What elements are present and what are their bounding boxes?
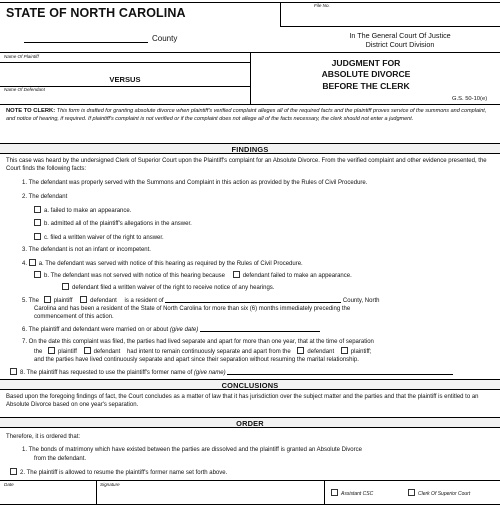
finding-6 <box>22 326 320 334</box>
finding-5-line2: Carolina and has been a resident of the State of North Carolina for more than six (6) months immediately preceding the <box>34 306 351 312</box>
conclusions-text: Based upon the foregoing findings of fact, the Court concludes as a matter of law that it has jurisdiction over the subject matter and the parties and that the plaintiff is entitled to an Absolute Divorce based on one year's separation. <box>6 394 479 409</box>
signature-input[interactable] <box>100 489 320 502</box>
finding-8-hint: (give name) <box>193 370 226 376</box>
finding-4a-label: a. The defendant was served with notice of this hearing as required by the Rules of Civil Procedure. <box>38 261 303 267</box>
finding-7-plaintiff-label: plaintiff <box>58 349 77 355</box>
finding-4a-checkbox[interactable] <box>29 259 36 266</box>
finding-7-plaintiff2-checkbox[interactable] <box>341 347 348 354</box>
finding-7-defendant2-checkbox[interactable] <box>297 347 304 354</box>
clerk-checkbox[interactable] <box>408 489 415 496</box>
finding-5-defendant-label: defendant <box>90 298 117 304</box>
plaintiff-input[interactable] <box>4 53 248 62</box>
file-no-label: File No. <box>314 3 330 8</box>
finding-2a-checkbox[interactable] <box>34 206 41 213</box>
finding-7-line2 <box>34 347 371 356</box>
note-text: This form is drafted for granting absolute divorce when plaintiff's verified complaint alleges all of the required facts and the plaintiff proves service of the summons and complaint, and notice of hearing, if required. If plaintiff's complaint is not verified or if the complaint does not allege all of the facts necessary, the clerk should not enter a judgment. <box>6 108 487 122</box>
finding-5 <box>22 296 379 305</box>
finding-7-defendant-label: defendant <box>93 349 121 355</box>
finding-8 <box>10 368 453 377</box>
finding-7-defendant2-label: defendant <box>307 349 335 355</box>
finding-4b-opt2 <box>62 283 274 292</box>
finding-5-pre: 5. The <box>22 298 39 304</box>
county-input[interactable] <box>24 33 148 43</box>
finding-8-checkbox[interactable] <box>10 368 17 375</box>
assistant-csc-checkbox[interactable] <box>331 489 338 496</box>
order-1-line2: from the defendant. <box>34 456 87 462</box>
assistant-csc-option <box>331 489 373 498</box>
finding-3: 3. The defendant is not an infant or incompetent. <box>22 247 151 253</box>
finding-5-county: County, North <box>342 298 380 304</box>
finding-2b-label: b. admitted all of the plaintiff's allegations in the answer. <box>44 221 192 227</box>
finding-4b-opt2-checkbox[interactable] <box>62 283 69 290</box>
finding-7-defendant-checkbox[interactable] <box>84 347 91 354</box>
finding-5-resident: is a resident of <box>124 298 164 304</box>
finding-2: 2. The defendant <box>22 194 68 200</box>
county-label: County <box>152 34 178 43</box>
finding-2b <box>34 219 192 228</box>
date-input[interactable] <box>4 489 92 502</box>
clerk-option <box>408 489 470 498</box>
finding-2a-label: a. failed to make an appearance. <box>44 208 132 214</box>
title-line-1: JUDGMENT FOR <box>331 58 401 68</box>
note-to-clerk <box>6 108 494 124</box>
defendant-input[interactable] <box>4 93 248 103</box>
finding-8-text: 8. The plaintiff has requested to use the plaintiff's former name of <box>20 370 193 376</box>
findings-heading: FINDINGS <box>0 143 500 154</box>
finding-5-county-input[interactable] <box>165 302 341 303</box>
finding-4b <box>34 271 352 280</box>
finding-5-defendant-checkbox[interactable] <box>80 296 87 303</box>
order-1-line1: 1. The bonds of matrimony which have existed between the parties are dissolved and the plaintiff is granted an Absolute Divorce <box>22 447 362 453</box>
finding-2a <box>34 206 131 215</box>
versus-label: VERSUS <box>109 75 141 84</box>
court-line-2: District Court Division <box>365 40 435 49</box>
file-no-input[interactable] <box>314 10 494 24</box>
conclusions-heading: CONCLUSIONS <box>0 379 500 390</box>
order-2-text: 2. The plaintiff is allowed to resume the plaintiff's former name set forth above. <box>20 470 228 476</box>
finding-4a <box>22 259 303 268</box>
finding-4b-checkbox[interactable] <box>34 271 41 278</box>
date-label: Date <box>4 482 14 487</box>
assistant-csc-label: Assistant CSC <box>341 491 374 497</box>
finding-7-line1: 7. On the date this complaint was filed, the parties had lived separate and apart for more than one year, that at the time of separation <box>22 339 374 345</box>
finding-7-plaintiff-checkbox[interactable] <box>48 347 55 354</box>
finding-5-plaintiff-checkbox[interactable] <box>44 296 51 303</box>
signature-label: Signature <box>100 482 120 487</box>
defendant-label: Name Of Defendant <box>4 87 45 92</box>
court-line-1: In The General Court Of Justice <box>349 31 451 40</box>
finding-7-mid: had intent to remain continuously separate and apart from the <box>126 349 291 355</box>
finding-4b-opt1-checkbox[interactable] <box>233 271 240 278</box>
plaintiff-label: Name Of Plaintiff <box>4 54 39 59</box>
note-label: NOTE TO CLERK: <box>6 108 56 114</box>
former-name-input[interactable] <box>227 374 453 375</box>
finding-4-number: 4. <box>22 261 28 267</box>
finding-4b-opt1-label: defendant failed to make an appearance. <box>242 273 352 279</box>
finding-6-text: 6. The plaintiff and defendant were married on or about <box>22 327 169 333</box>
clerk-label: Clerk Of Superior Court <box>418 491 471 497</box>
finding-4b-label: b. The defendant was not served with notice of this hearing because <box>44 273 226 279</box>
finding-5-plaintiff-label: plaintiff <box>53 298 73 304</box>
order-heading: ORDER <box>0 417 500 428</box>
finding-2c-checkbox[interactable] <box>34 233 41 240</box>
statute-ref: G.S. 50-10(e) <box>452 96 488 102</box>
findings-intro: This case was heard by the undersigned Clerk of Superior Court upon the Plaintiff's complaint for an Absolute Divorce. From the verified complaint and other evidence presented, the Court finds the following facts: <box>6 158 487 173</box>
title-line-2: ABSOLUTE DIVORCE <box>321 69 411 79</box>
order-intro: Therefore, it is ordered that: <box>6 434 81 440</box>
finding-6-hint: (give date) <box>169 327 199 333</box>
marriage-date-input[interactable] <box>200 331 320 332</box>
title-line-3: BEFORE THE CLERK <box>322 81 410 91</box>
finding-7-plaintiff2-label: plaintiff; <box>350 349 372 355</box>
finding-4b-opt2-label: defendant filed a written waiver of the right to receive notice of any hearings. <box>72 285 275 291</box>
finding-7-line3: and the parties have lived continuously separate and apart since their separation without resuming the marital relationship. <box>34 357 359 363</box>
finding-7-the: the <box>34 349 43 355</box>
order-2 <box>10 468 227 477</box>
finding-2c <box>34 233 164 242</box>
finding-5-line3: commencement of this action. <box>34 314 114 320</box>
order-2-checkbox[interactable] <box>10 468 17 475</box>
finding-1: 1. The defendant was properly served with the Summons and Complaint in this action as provided by the Rules of Civil Procedure. <box>22 180 368 186</box>
state-title: STATE OF NORTH CAROLINA <box>6 6 186 20</box>
finding-2b-checkbox[interactable] <box>34 219 41 226</box>
finding-2c-label: c. filed a written waiver of the right to answer. <box>44 235 164 241</box>
